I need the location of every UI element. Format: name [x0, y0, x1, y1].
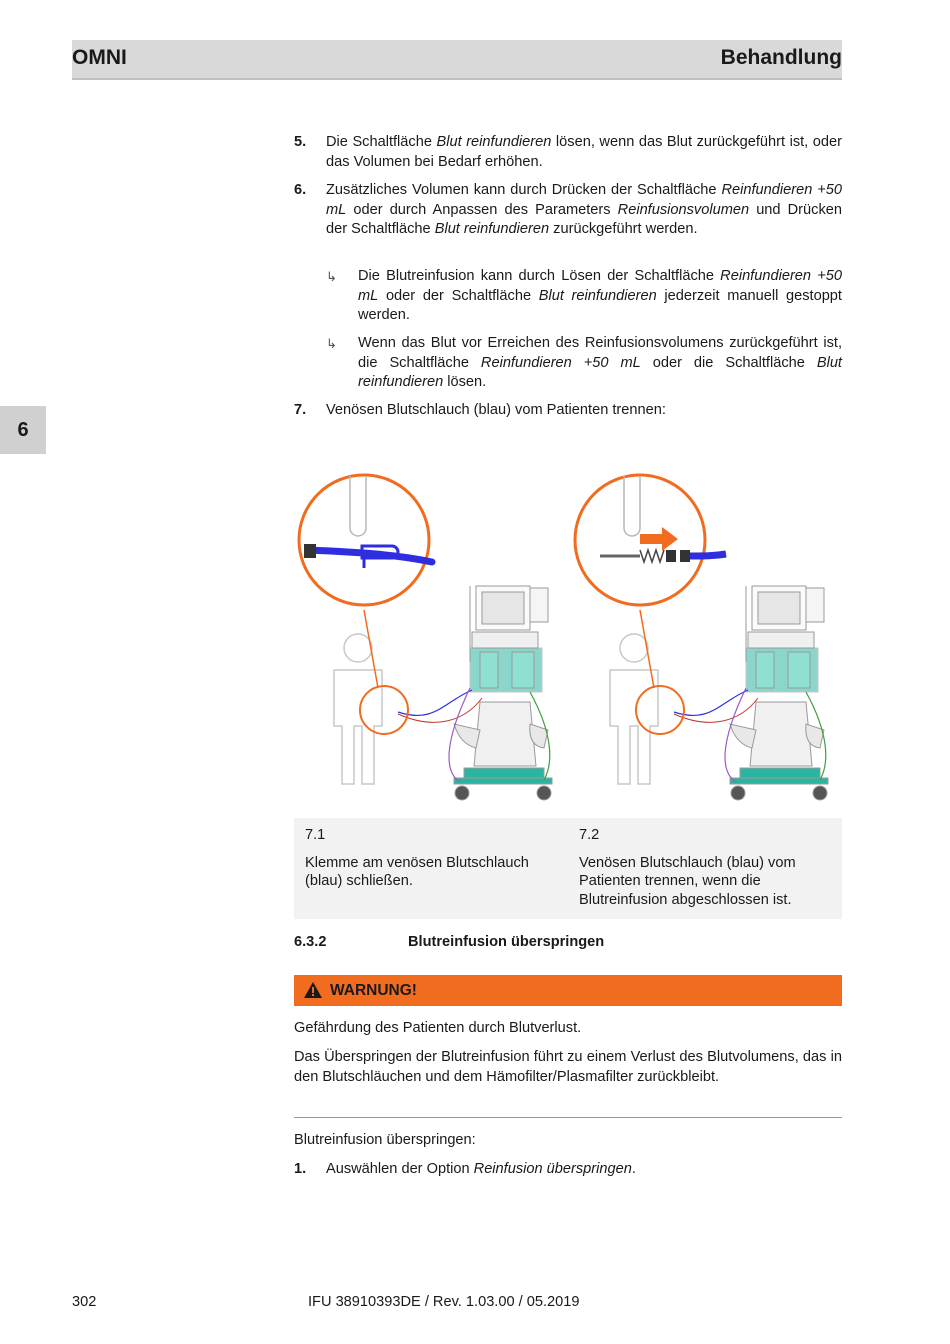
step-7: [294, 401, 842, 421]
result-text: Wenn das Blut vor Erreichen des Reinfusionsvolumens zurückgeführt ist, die Schaltfläche Reinfundieren +50 mL oder die Schaltfläche Blut reinfundieren lösen.: [358, 335, 842, 390]
warning-hazard: Gefährdung des Patienten durch Blutverlust.: [294, 1020, 582, 1036]
step-5: [294, 133, 842, 172]
disconnect-illustration: [294, 462, 842, 807]
warning-label: WARNUNG!: [330, 982, 417, 999]
result-2: [326, 334, 842, 393]
chapter-tab: 6: [0, 406, 46, 454]
step-text: Die Schaltfläche Blut reinfundieren lösen, wenn das Blut zurückgeführt ist, oder das Volumen bei Bedarf erhöhen.: [326, 134, 842, 170]
step-number: 7.: [294, 402, 307, 418]
step-text: Auswählen der Option Reinfusion überspringen.: [326, 1161, 636, 1177]
result-arrow-icon: ↳: [326, 269, 337, 284]
warning-triangle-icon: [304, 982, 322, 998]
header-chapter-title: Behandlung: [720, 46, 842, 69]
caption-7-1: [305, 826, 555, 891]
figure-caption-table: [294, 818, 842, 919]
section-title: Blutreinfusion überspringen: [408, 934, 605, 950]
panel-7-2: [575, 475, 828, 800]
patient-figure: [334, 634, 382, 784]
step-text: Zusätzliches Volumen kann durch Drücken der Schaltfläche Reinfundieren +50 mL oder durch Anpassen des Parameters Reinfusionsvolumen und Drücken der Schaltfläche Blut reinfundieren zurückgeführt werden.: [326, 182, 842, 237]
document-id: IFU 38910393DE / Rev. 1.03.00 / 05.2019: [308, 1294, 580, 1310]
step-number: 1.: [294, 1161, 307, 1177]
result-1: [326, 267, 842, 326]
page-header: [72, 40, 842, 80]
result-text: Die Blutreinfusion kann durch Lösen der Schaltfläche Reinfundieren +50 mL oder der Schaltfläche Blut reinfundieren jederzeit manuell gestoppt werden.: [358, 268, 842, 323]
page-number: 302: [72, 1294, 97, 1310]
caption-text: Venösen Blutschlauch (blau) vom Patienten trennen, wenn die Blutreinfusion abgeschlossen ist.: [579, 854, 796, 908]
section-number: 6.3.2: [294, 934, 327, 950]
caption-id: 7.1: [305, 827, 326, 843]
step-text: Venösen Blutschlauch (blau) vom Patienten trennen:: [326, 402, 666, 418]
warning-banner: [294, 975, 842, 1006]
omni-machine: [454, 586, 552, 800]
procedure-step-1: [294, 1160, 842, 1180]
step-number: 6.: [294, 182, 307, 198]
warning-consequence: Das Überspringen der Blutreinfusion führt zu einem Verlust des Blutvolumens, das in den Blutschläuchen und dem Hämofilter/Plasmafilter zurückbleibt.: [294, 1049, 842, 1085]
panel-7-1: [299, 475, 552, 800]
patient-figure: [610, 634, 658, 784]
caption-7-2: [579, 826, 834, 909]
caption-text: Klemme am venösen Blutschlauch (blau) schließen.: [305, 854, 529, 889]
divider: [294, 1117, 842, 1118]
step-6: [294, 181, 842, 240]
header-product: OMNI: [72, 46, 127, 69]
caption-id: 7.2: [579, 827, 600, 843]
result-arrow-icon: ↳: [326, 336, 337, 351]
omni-machine: [730, 586, 828, 800]
step-number: 5.: [294, 134, 307, 150]
procedure-intro: Blutreinfusion überspringen:: [294, 1132, 476, 1148]
